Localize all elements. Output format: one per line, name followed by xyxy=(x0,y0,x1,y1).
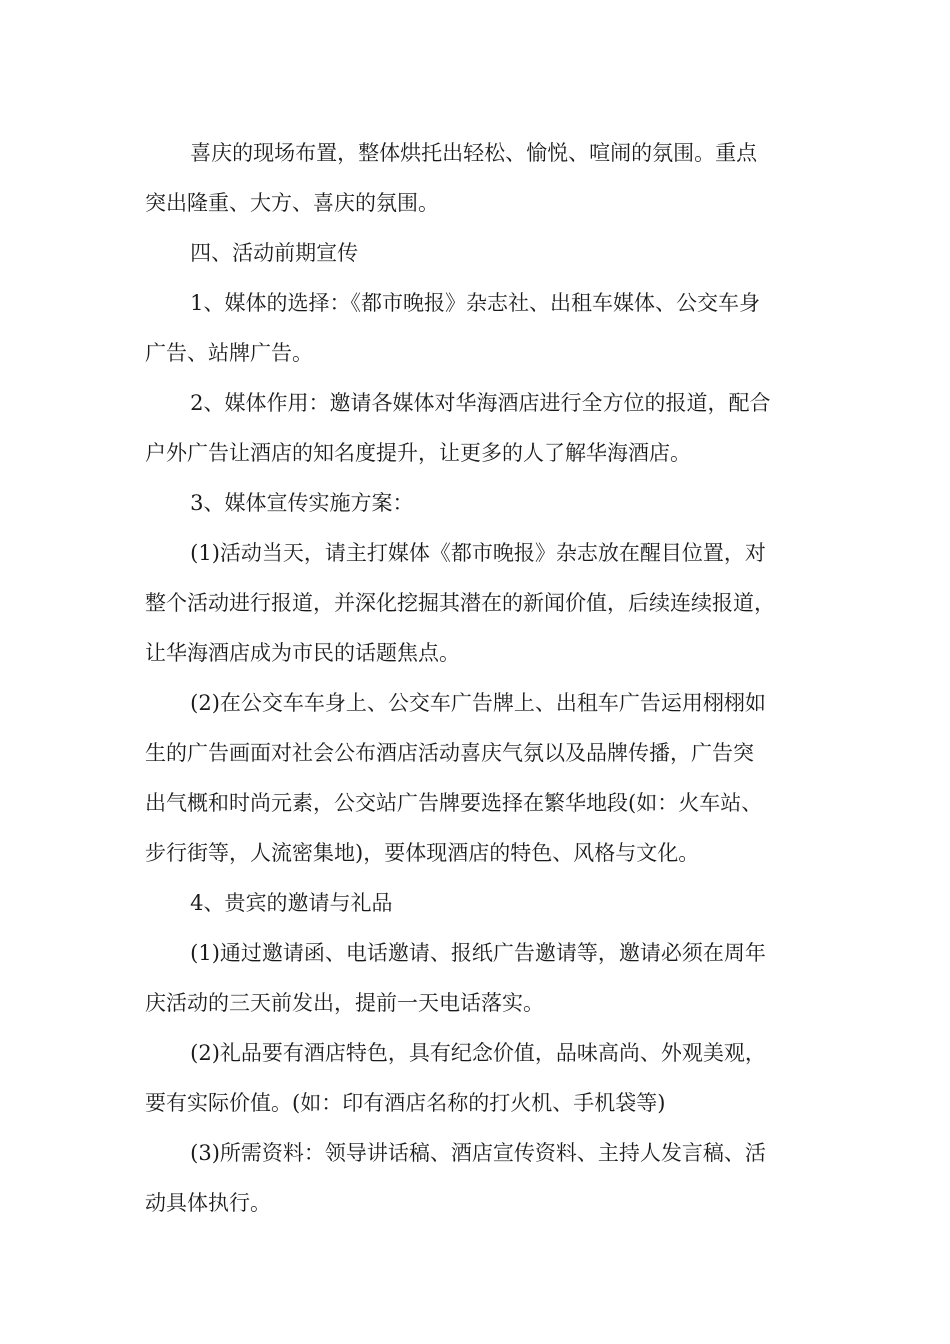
paragraph-media-role xyxy=(145,378,815,478)
text-line: 步行街等，人流密集地)，要体现酒店的特色、风格与文化。 xyxy=(145,841,700,865)
paragraph-plan-item-1 xyxy=(145,528,815,678)
text-line: (1)通过邀请函、电话邀请、报纸广告邀请等，邀请必须在周年 xyxy=(190,941,766,965)
text-line: 整个活动进行报道，并深化挖掘其潜在的新闻价值，后续连续报道， xyxy=(145,591,775,615)
text-line: 喜庆的现场布置，整体烘托出轻松、愉悦、喧闹的氛围。重点 xyxy=(190,141,758,165)
text-line: 出气概和时尚元素，公交站广告牌要选择在繁华地段(如：火车站、 xyxy=(145,791,763,815)
text-line: (3)所需资料：领导讲话稿、酒店宣传资料、主持人发言稿、活 xyxy=(190,1141,766,1165)
text-line: 让华海酒店成为市民的话题焦点。 xyxy=(145,641,460,665)
text-line: 4、贵宾的邀请与礼品 xyxy=(190,891,393,915)
text-line: 动具体执行。 xyxy=(145,1191,271,1215)
text-line: 广告、站牌广告。 xyxy=(145,341,313,365)
text-line: 生的广告画面对社会公布酒店活动喜庆气氛以及品牌传播，广告突 xyxy=(145,741,754,765)
paragraph-gift-item-2 xyxy=(145,1028,815,1128)
paragraph-guests-gifts-heading xyxy=(145,878,815,928)
paragraph-media-choice xyxy=(145,278,815,378)
text-line: (2)在公交车车身上、公交车广告牌上、出租车广告运用栩栩如 xyxy=(190,691,766,715)
text-line: (1)活动当天，请主打媒体《都市晚报》杂志放在醒目位置，对 xyxy=(190,541,766,565)
paragraph-gift-item-3 xyxy=(145,1128,815,1228)
text-line: (2)礼品要有酒店特色，具有纪念价值，品味高尚、外观美观， xyxy=(190,1041,766,1065)
section-heading-promotion xyxy=(145,228,815,278)
paragraph-media-plan-heading xyxy=(145,478,815,528)
text-line: 3、媒体宣传实施方案： xyxy=(190,491,414,515)
text-line: 1、媒体的选择：《都市晚报》杂志社、出租车媒体、公交车身 xyxy=(190,291,760,315)
text-line: 2、媒体作用：邀请各媒体对华海酒店进行全方位的报道，配合 xyxy=(190,391,771,415)
paragraph-gift-item-1 xyxy=(145,928,815,1028)
paragraph-plan-item-2 xyxy=(145,678,815,878)
text-line: 突出隆重、大方、喜庆的氛围。 xyxy=(145,191,439,215)
text-line: 庆活动的三天前发出，提前一天电话落实。 xyxy=(145,991,544,1015)
text-line: 四、活动前期宣传 xyxy=(190,241,359,265)
text-line: 户外广告让酒店的知名度提升，让更多的人了解华海酒店。 xyxy=(145,441,691,465)
paragraph-venue-layout xyxy=(145,128,815,228)
text-line: 要有实际价值。(如：印有酒店名称的打火机、手机袋等) xyxy=(145,1091,666,1115)
document-body xyxy=(145,128,815,1228)
